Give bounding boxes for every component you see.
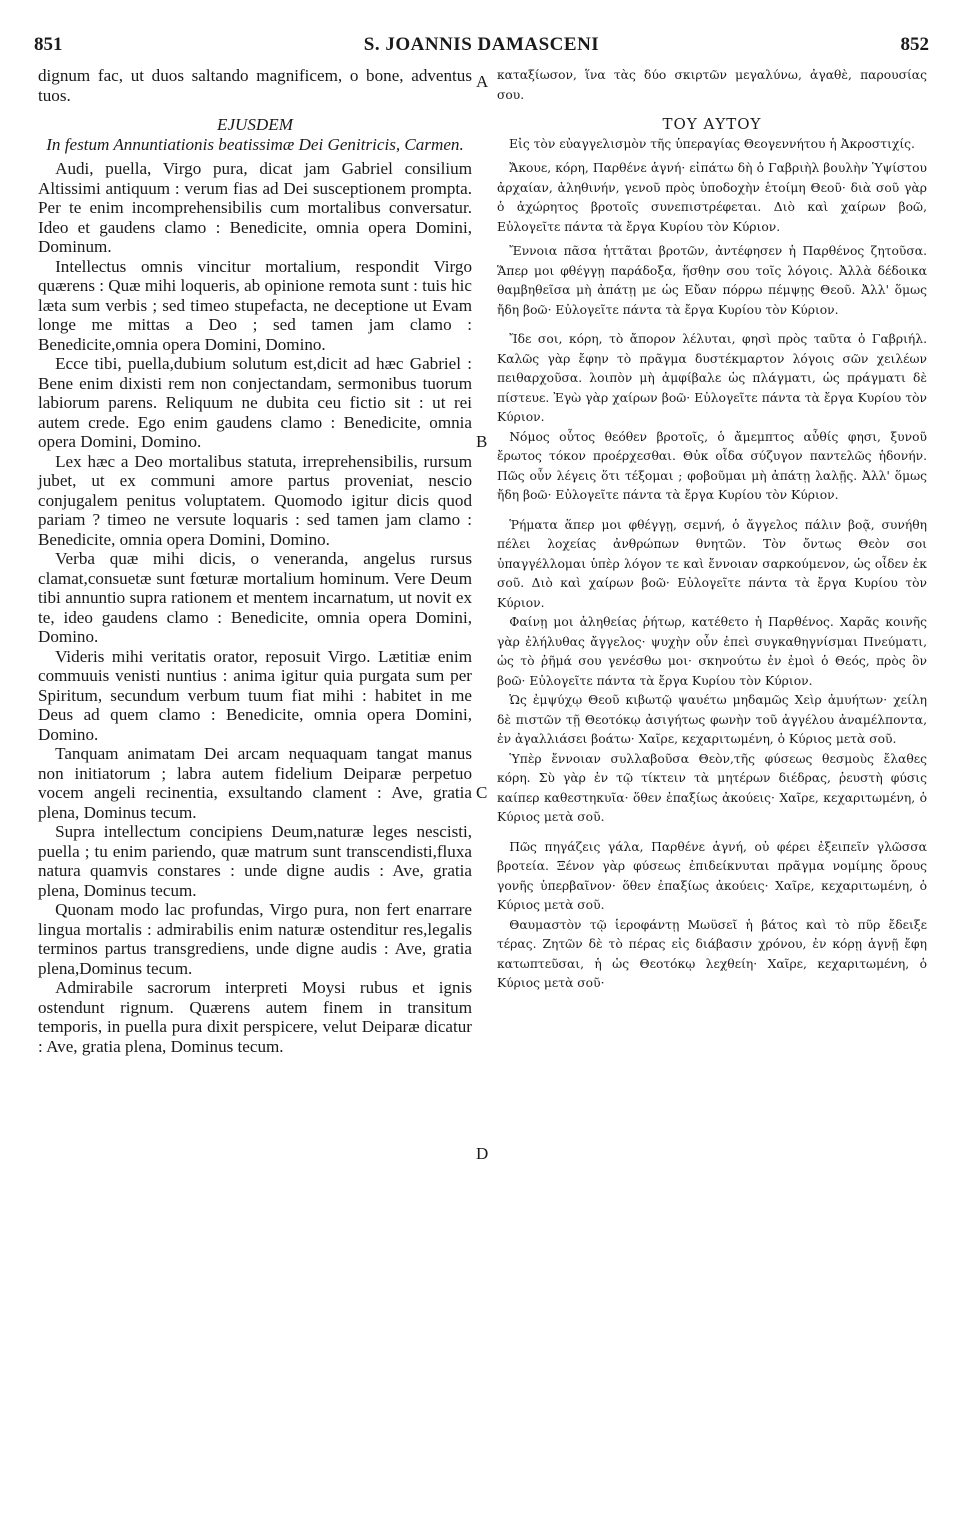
latin-column xyxy=(38,66,472,1056)
latin-intro: dignum fac, ut duos saltando magnificem, o bone, adventus tuos. xyxy=(38,66,472,105)
greek-stanza: Θαυμαστὸν τῷ ἱεροφάντῃ Μωϋσεῖ ἡ βάτος καὶ τὸ πῦρ ἔδειξε τέρας. Ζητῶν δὲ τὸ πέρας εἰς διάβασιν χρόνου, ἐν κόρῃ ἁγνῇ ἔφη κατωπτεῦσαι, ἡ ὡς Θεοτόκῳ λεχθείη· Χαῖρε, κεχαριτωμένη, ὁ Κύριος μετὰ σοῦ· xyxy=(497,917,927,990)
latin-stanza: Lex hæc a Deo mortalibus statuta, irreprehensibilis, rursum jubet, ut ex communi amore partus proveniat, nescio conjugalem penitus voluptatem. Quomodo igitur dicis quod pariam ? timeo ne versute loquaris : sed tamen jam clamo : Benedicite, omnia opera Domini, Domino. xyxy=(38,451,472,549)
latin-stanza: Videris mihi veritatis orator, reposuit Virgo. Lætitiæ enim commuuis venisti nuntius : anima igitur quia purgata sum per Spiritum, secundum verbum tuum fiat mihi : habitet in me Deus ad quem clamo : Benedicite, omnia opera Domini, Domino. xyxy=(38,646,472,744)
margin-marker-a: A xyxy=(476,72,489,91)
latin-stanza: Ecce tibi, puella,dubium solutum est,dicit ad hæc Gabriel : Bene enim dixisti rem non conjectandam, sermonibus tuorum labiorum parens. Reliquum ne dubita ceu fictio sit : ut rei autem crede. Ego enim gaudens clamo : Benedicite, omnia opera Domini, Domino. xyxy=(38,354,472,451)
greek-stanza: Ἄκουε, κόρη, Παρθένε ἁγνή· εἰπάτω δὴ ὁ Γαβριὴλ βουλὴν Ὑψίστου ἀρχαίαν, ἀληθινήν, γενοῦ πρὸς ὑποδοχὴν ἑτοίμη Θεοῦ· διὰ σοῦ γὰρ ὁ ἀχώρητος βροτοῖς συνεπιστρέφεται. Διὸ καὶ χαίρων βοῶ, Εὐλογεῖτε πάντα τὰ ἔργα Κυρίου τὸν Κύριον. xyxy=(497,161,927,234)
latin-stanza: Intellectus omnis vincitur mortalium, respondit Virgo quærens : Quæ mihi loqueris, ab opinione remota sunt : tuis hic læta sum verbis ; sed timeo stupefacta, ne deceptione ut Evam longe me mittas a Deo ; sed tamen jam clamo : Benedicite,omnia opera Domini, Domino. xyxy=(38,256,472,354)
latin-stanza: Tanquam animatam Dei arcam nequaquam tangat manus non initiatorum ; labra autem fidelium Deiparæ perpetuo vocem angeli recinentia, exsultando clament : Ave, gratia plena, Dominus tecum. xyxy=(38,744,472,822)
greek-column xyxy=(497,66,927,994)
latin-subheading: In festum Annuntiationis beatissimæ Dei Genitricis, Carmen. xyxy=(46,134,464,154)
latin-stanza: Admirabile sacrorum interpreti Moysi rubus et ignis ostendunt rignum. Quærens autem finem in transitum temporis, in puella pura dixit perspicere, velut Deiparæ dicatur : Ave, gratia plena, Dominus tecum. xyxy=(38,978,472,1056)
greek-stanza: Ἴδε σοι, κόρη, τὸ ἄπορον λέλυται, φησὶ πρὸς ταῦτα ὁ Γαβριήλ. Καλῶς γὰρ ἔφην τὸ πρᾶγμα δυστέκμαρτον λόγοις σῶν χειλέων πειθαρχοῦσα. λοιπὸν μὴ ἀμφίβαλε ὡς πλάγματι, ὡς πράγματι δὲ πίστευε. Ἐγὼ γὰρ χαίρων βοῶ· Εὐλογεῖτε πάντα τὰ ἔργα Κυρίου τὸν Κύριον. xyxy=(497,332,927,424)
greek-subheading: Εἰς τὸν εὐαγγελισμὸν τῆς ὑπεραγίας Θεογεννήτου ἡ Ἀκροστιχίς. xyxy=(509,136,915,151)
greek-stanza: Νόμος οὗτος θεόθεν βροτοῖς, ὁ ἄμεμπτος αὖθίς φησι, ξυνοῦ ἔρωτος τόκον προέρχεσθαι. Θὐκ οἶδα σύζυγον παντελῶς ἡδονήν. Πῶς οὖν λέγεις ὅτι τέξομαι ; φοβοῦμαι μὴ ἀπάτῃ λαλῇς. Ἀλλ' ὅμως ἤδη βοῶ· Εὐλογεῖτε πάντα τὰ ἔργα Κυρίου τὸν Κύριον. xyxy=(497,429,927,502)
running-title: S. JOANNIS DAMASCENI xyxy=(363,34,600,55)
greek-stanza: Ὡς ἐμψύχῳ Θεοῦ κιβωτῷ ψαυέτω μηδαμῶς Χεὶρ ἀμυήτων· χείλη δὲ πιστῶν τῇ Θεοτόκῳ ἀσιγήτως φωνὴν τοῦ ἀγγέλου ἀναμέλποντα, ἐν ἀγαλλιάσει βοάτω· Χαῖρε, κεχαριτωμένη, ὁ Κύριος μετὰ σοῦ. xyxy=(497,693,927,746)
greek-stanza: Ῥήματα ἅπερ μοι φθέγγῃ, σεμνή, ὁ ἄγγελος πάλιν βοᾷ, συνήθη πέλει λοχείας ἀνθρώπων θνητῶν. Τὸν ὄντως Θεὸν σοι ὑπαγγέλλομαι ὑπὲρ λόγον τε καὶ ἔννοιαν σαρκούμενον, ὡς οἶδεν ἐκ σοῦ. Διὸ καὶ χαίρων βοῶ· Εὐλογεῖτε πάντα τὰ ἔργα Κυρίου τὸν Κύριον. xyxy=(497,517,927,610)
greek-stanza: Πῶς πηγάζεις γάλα, Παρθένε ἁγνή, οὐ φέρει ἐξειπεῖν γλῶσσα βροτεία. Ξένον γὰρ φύσεως ἐπιδείκνυται πρᾶγμα νομίμης ὅρους γονῆς ὑπερβαῖνον· ὅθεν ἐπαξίως ἀκούεις· Χαῖρε, κεχαριτωμένη, ὁ Κύριος μετὰ σοῦ. xyxy=(497,839,927,912)
greek-heading: ΤΟΥ ΑΥΤΟΥ xyxy=(662,115,762,133)
latin-heading: EJUSDEM xyxy=(217,115,293,134)
greek-stanza: Ὑπὲρ ἔννοιαν συλλαβοῦσα Θεὸν,τῆς φύσεως θεσμοὺς ἔλαθες κόρη. Σὺ γὰρ ἐν τῷ τίκτειν τὰ μητέρων διέδρας, ῥευστὴ φύσις καίπερ καθεστηκυῖα· ὅθεν ἐπαξίως ἀκούεις· Χαῖρε, κεχαριτωμένη, ὁ Κύριος μετὰ σοῦ. xyxy=(497,751,927,824)
greek-stanza: Ἔννοια πᾶσα ἡττᾶται βροτῶν, ἀντέφησεν ἡ Παρθένος ζητοῦσα. Ἅπερ μοι φθέγγῃ παράδοξα, ἥσθην σου τοῖς λόγοις. Ἀλλὰ δέδοικα θαμβηθεῖσα μὴ ἀπάτῃ με ὡς Εὔαν πόρρω πέμψῃς Θεοῦ. Ἀλλ' ὅμως ἤδη βοῶ· Εὐλογεῖτε πάντα τὰ ἔργα Κυρίου τὸν Κύριον. xyxy=(497,244,927,317)
latin-stanza: Verba quæ mihi dicis, o veneranda, angelus rursus clamat,consuetæ sunt fœturæ mortalium hominum. Vere Deum tibi annuntio supra rationem et mentem incarnatum, ut novit ex te, ideo gaudens clamo : Benedicite, omnia opera Domini, Domino. xyxy=(38,549,472,646)
latin-stanza: Supra intellectum concipiens Deum,naturæ leges nescisti, puella ; tu enim pariendo, quæ matrum sunt transcendisti,fluxa natura quamvis constares : unde digne audis : Ave, gratia plena, Dominus tecum. xyxy=(38,822,472,900)
page-header xyxy=(34,34,929,60)
margin-marker-d: D xyxy=(476,1144,489,1163)
page-number-left: 851 xyxy=(34,34,63,55)
margin-marker-c: C xyxy=(476,783,488,802)
margin-marker-b: B xyxy=(476,432,488,451)
latin-stanza: Quonam modo lac profundas, Virgo pura, non fert enarrare lingua mortalis : admirabilis enim naturæ ostenditur res,legalis terminos partus transgrediens, unde digne audis : Ave, gratia plena,Dominus tecum. xyxy=(38,900,472,978)
greek-intro: καταξίωσον, ἵνα τὰς δύο σκιρτῶν μεγαλύνω, ἀγαθὲ, παρουσίας σου. xyxy=(497,68,927,102)
latin-stanza: Audi, puella, Virgo pura, dicat jam Gabriel consilium Altissimi antiquum : verum fias ad Dei susceptionem prompta. Per te enim incomprehensibilis cum mortalibus conversatur. Ideo et gaudens clamo : Benedicite, omnia opera Domini, Dominum. xyxy=(38,159,472,256)
greek-stanza: Φαίνῃ μοι ἀληθείας ῥήτωρ, κατέθετο ἡ Παρθένος. Χαρᾶς κοινῆς γὰρ ἐλήλυθας ἄγγελος· ψυχὴν οὖν ἐπεὶ συγκαθηγνίσμαι Πνεύματι, ὡς τὸ ῥῆμά σου γενέσθω μοι· σκηνούτω ἐν ἐμοὶ ὁ Θεός, πρὸς ὃν βοῶ· Εὐλογεῖτε πάντα τὰ ἔργα Κυρίου τὸν Κύριον. xyxy=(497,615,927,688)
page-number-right: 852 xyxy=(900,34,929,55)
